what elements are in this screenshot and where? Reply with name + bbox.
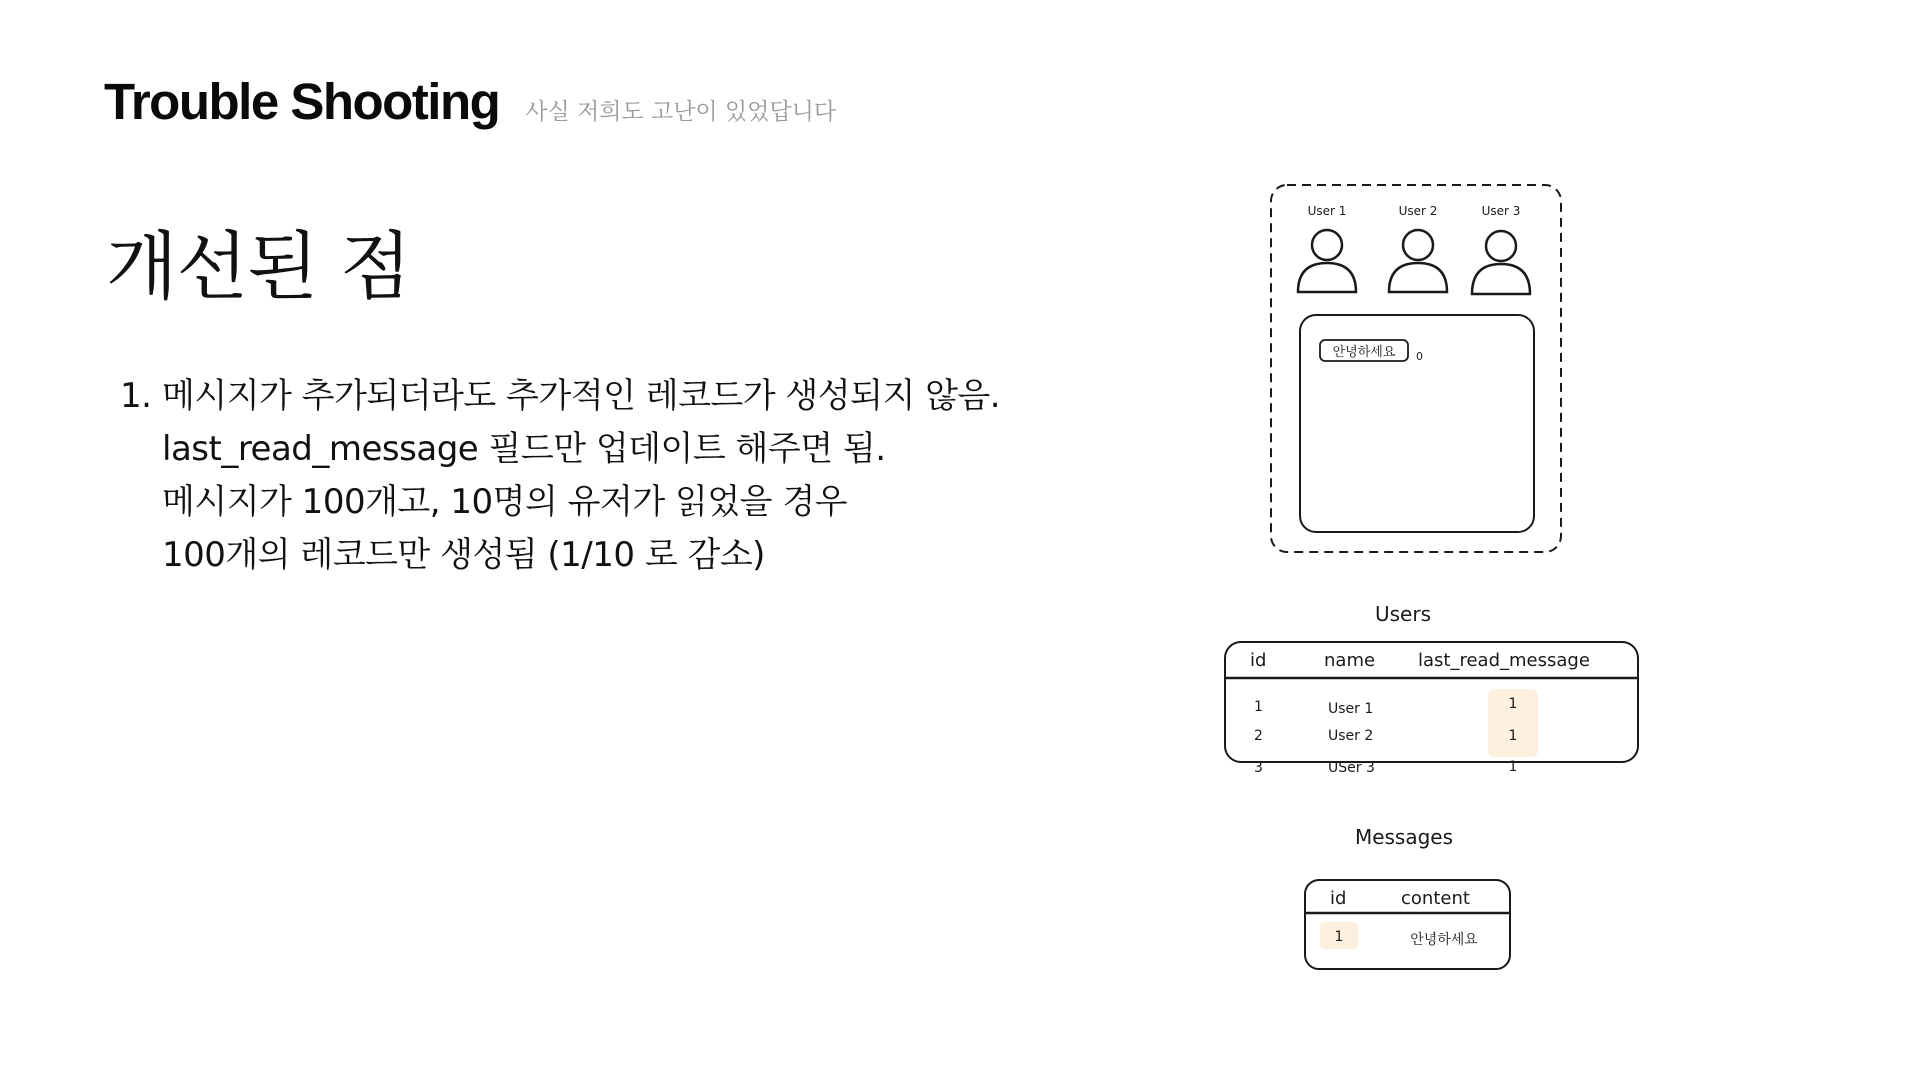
table-cell: 1 <box>1508 759 1518 775</box>
user-avatar-icon <box>1389 230 1447 292</box>
header-subtitle: 사실 저희도 고난이 있었답니다 <box>525 99 837 125</box>
header-title: Trouble Shooting <box>104 73 500 130</box>
table-cell: 2 <box>1254 728 1263 744</box>
point-number: 1. <box>120 376 152 416</box>
table-cell: 1 <box>1508 728 1518 744</box>
users-panel-frame <box>1271 185 1561 552</box>
messages-table-title: Messages <box>1354 825 1454 849</box>
column-header: content <box>1401 888 1470 909</box>
read-count: 0 <box>1416 350 1423 363</box>
table-cell: 3 <box>1254 760 1263 776</box>
user-label: User 2 <box>1398 204 1438 218</box>
section-title: 개선된 점 <box>106 224 411 310</box>
table-cell: User 1 <box>1328 701 1374 717</box>
diagram-canvas <box>1200 160 1680 1000</box>
user-avatar-icon <box>1472 231 1530 294</box>
chat-bubble-text: 안녕하세요 <box>1332 345 1396 360</box>
column-header: id <box>1250 650 1267 671</box>
user-label: User 3 <box>1481 204 1521 218</box>
table-cell: 1 <box>1254 699 1263 715</box>
table-cell: User 2 <box>1328 728 1374 744</box>
point-item <box>120 370 1000 582</box>
point-line: last_read_message 필드만 업데이트 해주면 됨. <box>162 429 886 469</box>
users-table-title: Users <box>1374 602 1432 626</box>
point-list <box>120 370 1000 582</box>
column-header: id <box>1330 888 1347 909</box>
column-header: name <box>1324 650 1376 671</box>
table-cell: USer 3 <box>1328 760 1375 776</box>
user-label: User 1 <box>1307 204 1347 218</box>
user-avatar-icon <box>1298 230 1356 292</box>
table-cell: 1 <box>1334 929 1344 945</box>
point-line: 메시지가 추가되더라도 추가적인 레코드가 생성되지 않음. <box>162 376 1001 416</box>
header <box>104 72 836 131</box>
point-line: 100개의 레코드만 생성됨 (1/10 로 감소) <box>162 535 765 575</box>
table-cell: 1 <box>1508 696 1518 712</box>
read-status-diagram <box>1200 160 1680 1000</box>
column-header: last_read_message <box>1418 650 1590 671</box>
point-line: 메시지가 100개고, 10명의 유저가 읽었을 경우 <box>162 482 848 522</box>
table-cell: 안녕하세요 <box>1410 932 1478 948</box>
